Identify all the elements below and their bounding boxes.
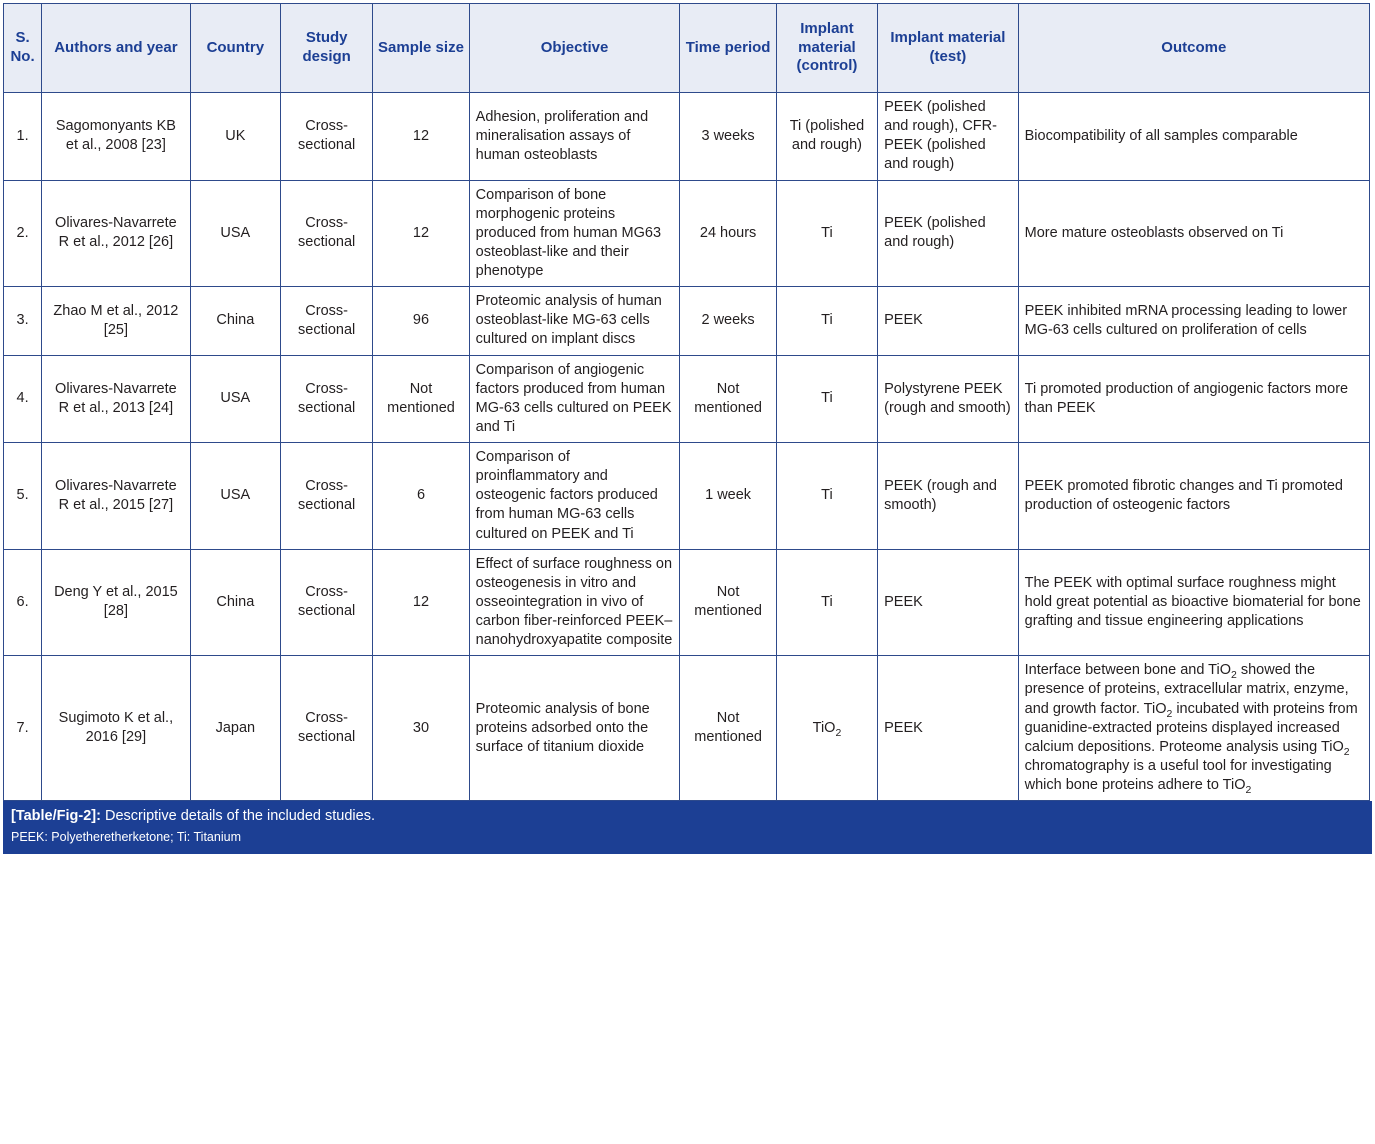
cell-objective: Comparison of angiogenic factors produced from human MG-63 cells cultured on PEEK and Ti xyxy=(469,355,680,443)
cell-objective: Proteomic analysis of bone proteins adsorbed onto the surface of titanium dioxide xyxy=(469,656,680,801)
cell-time-period: 24 hours xyxy=(680,180,776,287)
cell-authors: Olivares-Navarrete R et al., 2013 [24] xyxy=(42,355,191,443)
cell-implant-control: Ti (polished and rough) xyxy=(776,93,877,181)
cell-implant-test: PEEK xyxy=(878,287,1019,355)
cell-sample-size: 12 xyxy=(373,93,469,181)
table-caption xyxy=(3,801,1372,853)
caption-main xyxy=(11,807,1364,827)
cell-study-design: Cross-sectional xyxy=(280,287,372,355)
cell-study-design: Cross-sectional xyxy=(280,93,372,181)
cell-outcome: PEEK promoted fibrotic changes and Ti promoted production of osteogenic factors xyxy=(1018,443,1369,550)
cell-implant-control: Ti xyxy=(776,549,877,656)
cell-sample-size: 12 xyxy=(373,549,469,656)
cell-country: USA xyxy=(190,180,280,287)
cell-implant-control: TiO$_2$ xyxy=(776,656,877,801)
column-header-implant-test: Implant material (test) xyxy=(878,4,1019,93)
cell-objective: Effect of surface roughness on osteogenesis in vitro and osseointegration in vivo of carbon fiber-reinforced PEEK–nanohydroxyapatite composite xyxy=(469,549,680,656)
cell-sno: 3. xyxy=(4,287,42,355)
cell-study-design: Cross-sectional xyxy=(280,180,372,287)
table-row xyxy=(4,355,1370,443)
cell-sno: 2. xyxy=(4,180,42,287)
cell-outcome: More mature osteoblasts observed on Ti xyxy=(1018,180,1369,287)
cell-authors: Deng Y et al., 2015 [28] xyxy=(42,549,191,656)
table-row xyxy=(4,656,1370,801)
cell-outcome: Interface between bone and TiO$_2$ showed the presence of proteins, extracellular matrix, enzyme, and growth factor. TiO$_2$ incubated with proteins from guanidine-extracted proteins displayed increased calcium depositions. Proteome analysis using TiO$_2$ chromatography is a useful tool for investigating which bone proteins adhere to TiO$_2$ xyxy=(1018,656,1369,801)
cell-time-period: 2 weeks xyxy=(680,287,776,355)
cell-country: UK xyxy=(190,93,280,181)
cell-outcome: Biocompatibility of all samples comparable xyxy=(1018,93,1369,181)
cell-outcome: PEEK inhibited mRNA processing leading to lower MG-63 cells cultured on proliferation of cells xyxy=(1018,287,1369,355)
cell-study-design: Cross-sectional xyxy=(280,656,372,801)
cell-sample-size: 96 xyxy=(373,287,469,355)
table-header-row xyxy=(4,4,1370,93)
cell-implant-test: PEEK (polished and rough), CFR-PEEK (polished and rough) xyxy=(878,93,1019,181)
cell-sample-size: Not mentioned xyxy=(373,355,469,443)
cell-country: USA xyxy=(190,443,280,550)
table-row xyxy=(4,180,1370,287)
cell-sample-size: 6 xyxy=(373,443,469,550)
cell-objective: Comparison of proinflammatory and osteogenic factors produced from human MG-63 cells cultured on PEEK and Ti xyxy=(469,443,680,550)
cell-sample-size: 30 xyxy=(373,656,469,801)
cell-implant-test: PEEK (polished and rough) xyxy=(878,180,1019,287)
cell-outcome: The PEEK with optimal surface roughness might hold great potential as bioactive biomaterial for bone grafting and tissue engineering applications xyxy=(1018,549,1369,656)
cell-implant-test: PEEK xyxy=(878,549,1019,656)
cell-implant-control: Ti xyxy=(776,180,877,287)
cell-implant-control: Ti xyxy=(776,355,877,443)
table-row xyxy=(4,93,1370,181)
cell-sno: 1. xyxy=(4,93,42,181)
column-header-implant-control: Implant material (control) xyxy=(776,4,877,93)
cell-time-period: Not mentioned xyxy=(680,549,776,656)
cell-objective: Proteomic analysis of human osteoblast-like MG-63 cells cultured on implant discs xyxy=(469,287,680,355)
cell-time-period: Not mentioned xyxy=(680,355,776,443)
cell-time-period: 1 week xyxy=(680,443,776,550)
cell-authors: Zhao M et al., 2012 [25] xyxy=(42,287,191,355)
cell-implant-test: PEEK xyxy=(878,656,1019,801)
cell-authors: Sagomonyants KB et al., 2008 [23] xyxy=(42,93,191,181)
table-row xyxy=(4,287,1370,355)
cell-study-design: Cross-sectional xyxy=(280,443,372,550)
cell-sno: 6. xyxy=(4,549,42,656)
caption-footnote: PEEK: Polyetheretherketone; Ti: Titanium xyxy=(11,829,241,844)
table-row xyxy=(4,549,1370,656)
cell-country: China xyxy=(190,287,280,355)
column-header-country: Country xyxy=(190,4,280,93)
cell-authors: Sugimoto K et al., 2016 [29] xyxy=(42,656,191,801)
cell-implant-test: Polystyrene PEEK (rough and smooth) xyxy=(878,355,1019,443)
cell-country: Japan xyxy=(190,656,280,801)
caption-text: Descriptive details of the included studies. xyxy=(104,808,375,825)
study-table-container xyxy=(3,3,1372,801)
table-row xyxy=(4,443,1370,550)
cell-implant-control: Ti xyxy=(776,443,877,550)
cell-authors: Olivares-Navarrete R et al., 2012 [26] xyxy=(42,180,191,287)
cell-implant-control: Ti xyxy=(776,287,877,355)
cell-time-period: 3 weeks xyxy=(680,93,776,181)
cell-sno: 5. xyxy=(4,443,42,550)
cell-sno: 4. xyxy=(4,355,42,443)
cell-objective: Comparison of bone morphogenic proteins produced from human MG63 osteoblast-like and their phenotype xyxy=(469,180,680,287)
column-header-sno: S. No. xyxy=(4,4,42,93)
cell-sample-size: 12 xyxy=(373,180,469,287)
cell-time-period: Not mentioned xyxy=(680,656,776,801)
caption-label: [Table/Fig-2]: xyxy=(11,808,101,825)
column-header-authors: Authors and year xyxy=(42,4,191,93)
column-header-outcome: Outcome xyxy=(1018,4,1369,93)
descriptive-details-table xyxy=(3,3,1370,801)
cell-country: USA xyxy=(190,355,280,443)
cell-sno: 7. xyxy=(4,656,42,801)
cell-country: China xyxy=(190,549,280,656)
column-header-study-design: Study design xyxy=(280,4,372,93)
cell-implant-test: PEEK (rough and smooth) xyxy=(878,443,1019,550)
column-header-sample-size: Sample size xyxy=(373,4,469,93)
column-header-objective: Objective xyxy=(469,4,680,93)
cell-outcome: Ti promoted production of angiogenic factors more than PEEK xyxy=(1018,355,1369,443)
cell-authors: Olivares-Navarrete R et al., 2015 [27] xyxy=(42,443,191,550)
column-header-time-period: Time period xyxy=(680,4,776,93)
cell-study-design: Cross-sectional xyxy=(280,355,372,443)
cell-study-design: Cross-sectional xyxy=(280,549,372,656)
cell-objective: Adhesion, proliferation and mineralisation assays of human osteoblasts xyxy=(469,93,680,181)
